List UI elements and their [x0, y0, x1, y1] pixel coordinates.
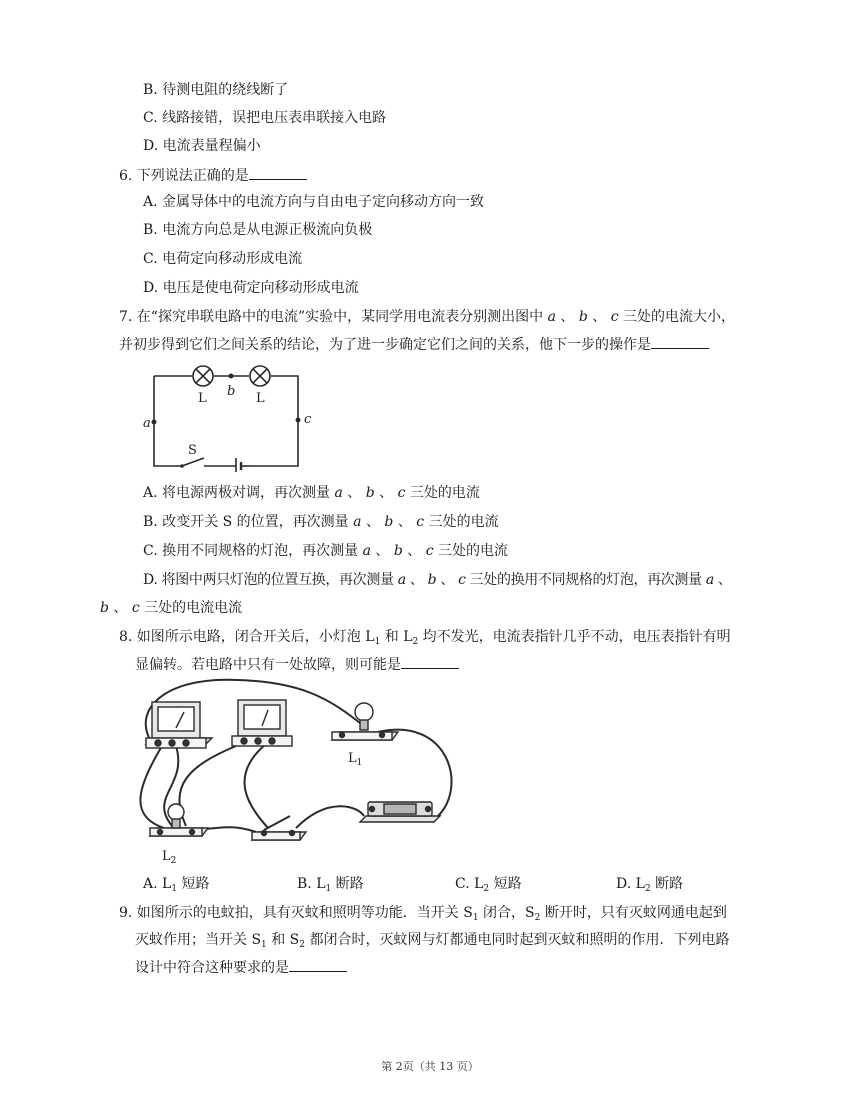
- l2-label: $L_2$: [162, 849, 177, 866]
- q8-stem-line2: 显偏转。若电路中只有一处故障，则可能是: [135, 654, 459, 675]
- q6-option-c: C. 电荷定向移动形成电流: [143, 251, 303, 267]
- q5-option-d: D. 电流表量程偏小: [143, 138, 261, 154]
- q8-option-d: D. $L_2$ 断路: [616, 876, 684, 894]
- point-b-label: b: [227, 384, 236, 399]
- q5-option-c: C. 线路接错，误把电压表串联接入电路: [143, 110, 387, 126]
- lamp-2: [250, 366, 270, 386]
- answer-blank: [249, 165, 307, 180]
- q7-option-c: C. 换用不同规格的灯泡，再次测量 a 、 b 、 c 三处的电流: [143, 543, 509, 559]
- q8-stem-line1: 8. 如图所示电路，闭合开关后，小灯泡 $L_1$ 和 $L_2$ 均不发光，电流表指针几乎不动，电压表指针有明: [119, 629, 731, 647]
- q7-option-b: B. 改变开关 S 的位置，再次测量 a 、 b 、 c 三处的电流: [143, 514, 499, 530]
- answer-blank: [289, 957, 347, 972]
- page-footer: 第 2页（共 13 页）: [381, 1060, 479, 1073]
- point-c-label: c: [304, 412, 312, 427]
- q7-option-d-line2: b 、 c 三处的电流电流: [100, 600, 243, 616]
- q8-circuit-figure: [128, 676, 468, 868]
- lamp2-label: L: [256, 391, 265, 406]
- battery: [360, 802, 440, 822]
- q9-stem-line2: 灭蚊作用；当开关 $S_1$ 和 $S_2$ 都闭合时，灭蚊网与灯都通电同时起到灭蚊和照明的作用．下列电路: [135, 932, 730, 950]
- lamp-1: [193, 366, 213, 386]
- q5-option-b: B. 待测电阻的绕线断了: [143, 82, 289, 98]
- switch-label: S: [188, 443, 197, 458]
- q7-option-a: A. 将电源两极对调，再次测量 a 、 b 、 c 三处的电流: [143, 485, 480, 501]
- q6-option-d: D. 电压是使电荷定向移动形成电流: [143, 280, 359, 296]
- l1-label: $L_1$: [348, 751, 363, 768]
- point-a-label: a: [143, 416, 151, 431]
- q6-option-b: B. 电流方向总是从电源正极流向负极: [143, 222, 373, 238]
- q9-stem-line3: 设计中符合这种要求的是: [135, 957, 347, 978]
- q6-option-a: A. 金属导体中的电流方向与自由电子定向移动方向一致: [143, 194, 485, 210]
- answer-blank: [401, 654, 459, 669]
- q8-option-a: A. $L_1$ 短路: [143, 876, 210, 894]
- q8-option-c: C. $L_2$ 短路: [455, 876, 522, 894]
- q7-circuit-figure: [138, 362, 318, 472]
- q7-stem-line2: 并初步得到它们之间关系的结论，为了进一步确定它们之间的关系，他下一步的操作是: [119, 334, 709, 355]
- answer-blank: [651, 334, 709, 349]
- ammeter: [146, 702, 212, 748]
- q6-stem: 6. 下列说法正确的是: [119, 165, 307, 186]
- q7-stem-line1: 7. 在“探究串联电路中的电流”实验中，某同学用电流表分别测出图中 a 、 b 、 c 三处的电流大小，: [119, 309, 736, 325]
- q9-stem-line1: 9. 如图所示的电蚊拍，具有灭蚊和照明等功能．当开关 $S_1$ 闭合，$S_2$ 断开时，只有灭蚊网通电起到: [119, 905, 727, 923]
- q7-option-d-line1: D. 将图中两只灯泡的位置互换，再次测量 a 、 b 、 c 三处的换用不同规格的灯泡，再次测量 a 、: [143, 572, 732, 588]
- q8-option-b: B. $L_1$ 断路: [297, 876, 364, 894]
- lamp-l2: [150, 804, 208, 836]
- lamp1-label: L: [198, 391, 207, 406]
- voltmeter: [232, 700, 292, 746]
